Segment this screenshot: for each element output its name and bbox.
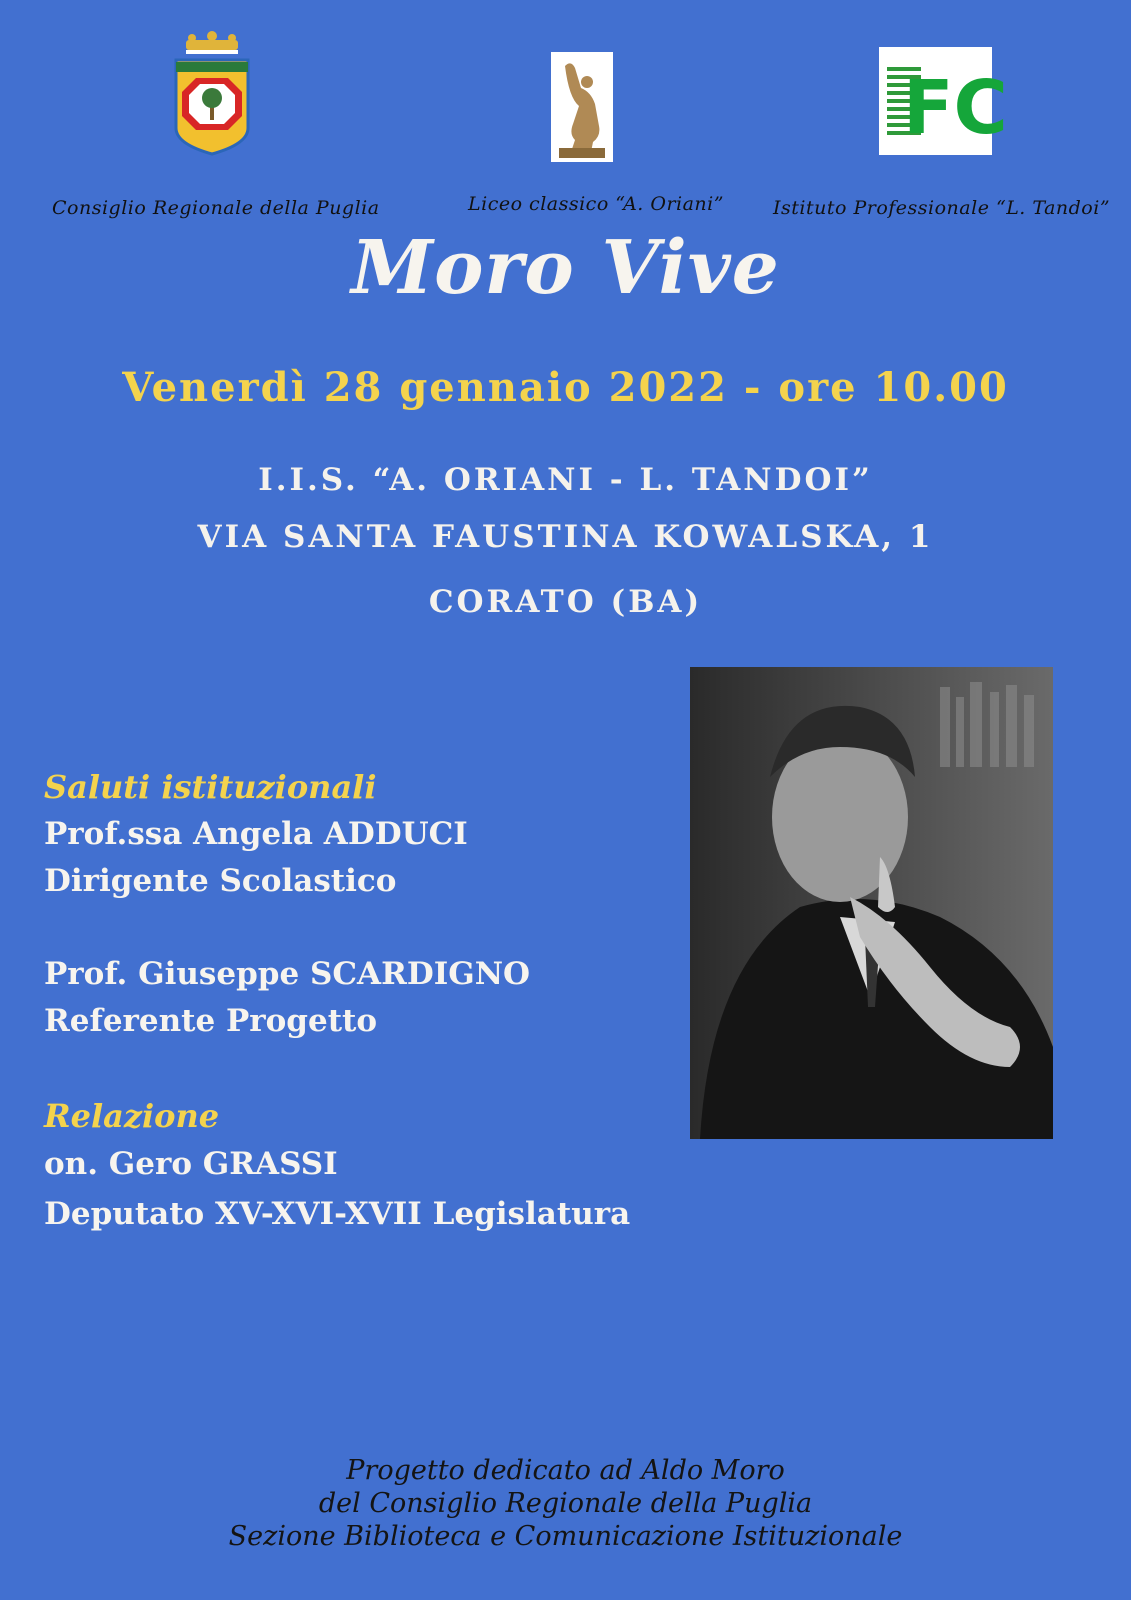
- caption-liceo: Liceo classico “A. Oriani”: [468, 193, 724, 215]
- caption-consiglio: Consiglio Regionale della Puglia: [52, 197, 380, 219]
- talk-heading: Relazione: [44, 1097, 220, 1135]
- fc-logo-icon: [879, 47, 1008, 155]
- greeting-name-1: Prof.ssa Angela ADDUCI: [44, 816, 468, 852]
- greeting-role-2: Referente Progetto: [44, 1003, 378, 1039]
- greeting-name-2: Prof. Giuseppe SCARDIGNO: [44, 956, 531, 992]
- svg-text:FC: FC: [903, 65, 1008, 151]
- event-date-time: Venerdì 28 gennaio 2022 - ore 10.00: [122, 364, 1009, 411]
- footer-line-2: del Consiglio Regionale della Puglia: [318, 1488, 813, 1519]
- venue-address: VIA SANTA FAUSTINA KOWALSKA, 1: [197, 519, 934, 555]
- speaker-name: on. Gero GRASSI: [44, 1146, 338, 1182]
- venue-school: I.I.S. “A. ORIANI - L. TANDOI”: [258, 462, 873, 498]
- footer-line-3: Sezione Biblioteca e Comunicazione Istituzionale: [228, 1521, 903, 1552]
- greetings-heading: Saluti istituzionali: [44, 768, 377, 806]
- speaker-role: Deputato XV-XVI-XVII Legislatura: [44, 1196, 631, 1232]
- footer-line-1: Progetto dedicato ad Aldo Moro: [346, 1455, 785, 1486]
- venue-city: CORATO (BA): [428, 584, 703, 620]
- caption-istituto: Istituto Professionale “L. Tandoi”: [773, 197, 1111, 219]
- portrait-photo: [690, 667, 1053, 1139]
- discobolus-statue-icon: [551, 52, 613, 162]
- puglia-coat-of-arms-icon: [172, 32, 252, 156]
- greeting-role-1: Dirigente Scolastico: [44, 863, 397, 899]
- event-title: Moro Vive: [351, 225, 780, 311]
